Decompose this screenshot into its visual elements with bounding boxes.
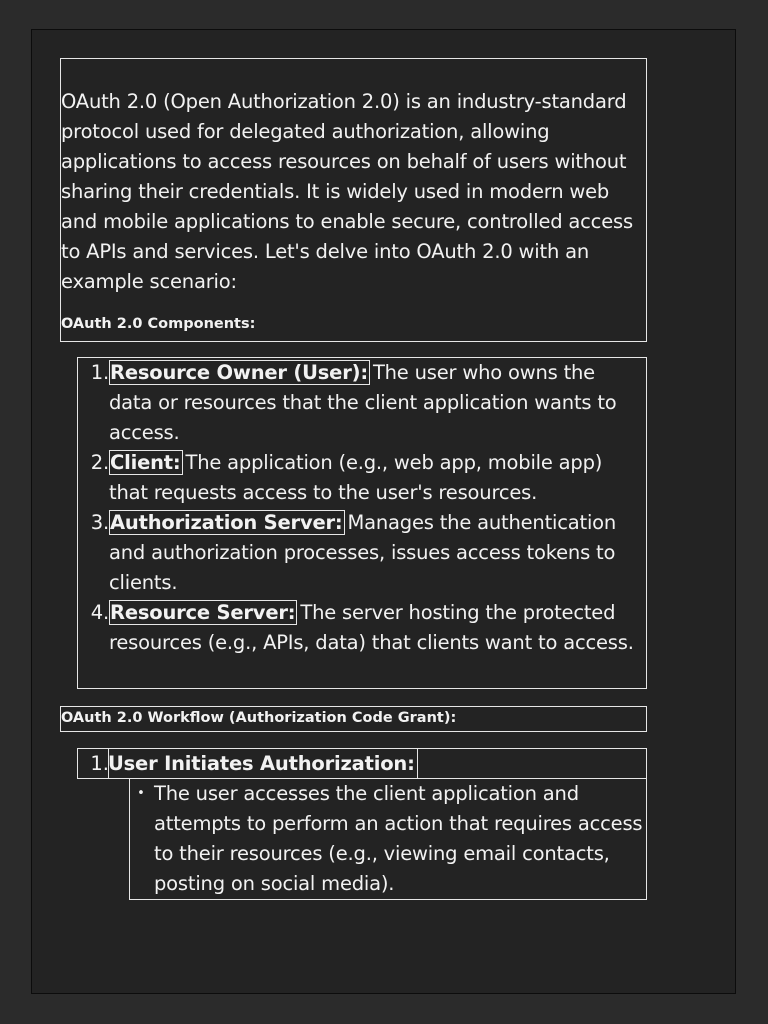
list-item-number: 4. xyxy=(90,601,109,624)
step-number: 1. xyxy=(90,752,109,775)
components-heading: OAuth 2.0 Components: xyxy=(61,316,256,332)
step-title-box xyxy=(108,748,647,779)
list-item-term: Authorization Server: xyxy=(110,511,343,534)
workflow-heading-box xyxy=(60,706,647,732)
list-item-term: Resource Owner (User): xyxy=(110,361,368,384)
intro-paragraph: OAuth 2.0 (Open Authorization 2.0) is an industry-standard protocol used for delegated authorization, allowing applications to access resources on behalf of users without sharing their credentials. It is widely used in modern web and mobile applications to enable secure, controlled access to APIs and services. Let's delve into OAuth 2.0 with an example scenario: xyxy=(61,90,633,293)
components-list xyxy=(77,357,647,689)
workflow-heading: OAuth 2.0 Workflow (Authorization Code Grant): xyxy=(61,710,457,726)
step-number-box xyxy=(77,748,109,779)
list-item-text xyxy=(109,448,641,508)
list-item-text xyxy=(109,508,641,598)
step-detail: The user accesses the client application and attempts to perform an action that requires access to their resources (e.g., viewing email contacts, posting on social media). xyxy=(154,782,643,895)
list-item-term: Client: xyxy=(110,451,181,474)
intro-section xyxy=(60,58,647,342)
step-title: User Initiates Authorization: xyxy=(108,749,418,779)
list-item-text xyxy=(109,358,641,448)
step-sublist xyxy=(129,779,647,900)
list-item-description: The server hosting the protected resources (e.g., APIs, data) that clients want to access. xyxy=(109,601,634,654)
bullet-icon: • xyxy=(137,786,145,801)
list-item-term: Resource Server: xyxy=(110,601,296,624)
list-item-number: 1. xyxy=(90,361,109,384)
list-item-number: 2. xyxy=(90,451,109,474)
list-item-description: The user who owns the data or resources that the client application wants to access. xyxy=(109,361,617,444)
list-item-text xyxy=(109,598,641,658)
list-item-description: The application (e.g., web app, mobile app) that requests access to the user's resources. xyxy=(109,451,603,504)
list-item-description: Manages the authentication and authorization processes, issues access tokens to clients. xyxy=(109,511,617,594)
list-item-number: 3. xyxy=(90,511,109,534)
